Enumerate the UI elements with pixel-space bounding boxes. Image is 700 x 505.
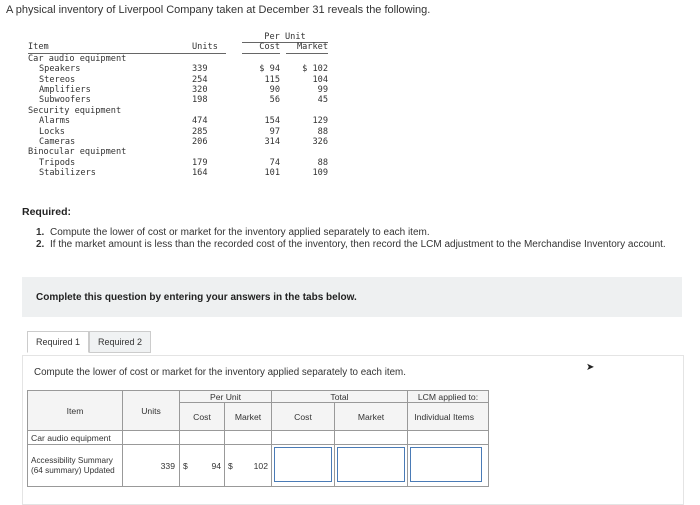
lcm-header-cost: Cost — [180, 403, 225, 431]
lcm-header-item: Item — [28, 391, 123, 431]
market-value: 326 — [312, 136, 328, 147]
lcm-total-cost-input[interactable] — [274, 447, 332, 482]
required-item — [36, 239, 676, 251]
market-value: 104 — [312, 74, 328, 85]
item-name: Speakers — [39, 64, 81, 75]
inventory-header-market: Market — [286, 42, 328, 53]
cost-value: 101 — [264, 168, 280, 179]
lcm-header-total: Total — [272, 391, 408, 403]
panel-instruction: Compute the lower of cost or market for the inventory applied separately to each item. — [34, 367, 406, 378]
units-value: 206 — [192, 136, 208, 147]
cost-value: 56 — [269, 95, 280, 106]
market-value: 45 — [317, 95, 328, 106]
cost-value: 90 — [269, 84, 280, 95]
market-value: 88 — [317, 126, 328, 137]
lcm-units-cell: 339 — [123, 445, 180, 487]
inventory-header-item: Item — [28, 42, 198, 53]
inventory-header-units: Units — [192, 42, 226, 53]
lcm-table — [27, 390, 489, 487]
cost-value: 97 — [269, 126, 280, 137]
required-item-number: 1. — [36, 227, 45, 238]
lcm-header-units: Units — [123, 391, 180, 431]
inventory-item-column — [28, 32, 198, 178]
units-value: 339 — [192, 64, 208, 75]
lcm-market-cell — [225, 445, 272, 487]
required-item-number: 2. — [36, 239, 45, 250]
market-value: $ 102 — [302, 64, 328, 75]
item-name: Stereos — [39, 74, 76, 85]
units-value: 285 — [192, 126, 208, 137]
units-value: 320 — [192, 84, 208, 95]
lcm-header-individual-items: Individual Items — [408, 403, 489, 431]
lcm-cost-cell — [180, 445, 225, 487]
item-name: Alarms — [39, 116, 71, 127]
inventory-market-column — [286, 42, 328, 178]
inventory-header-cost: Cost — [242, 42, 280, 53]
item-name: Tripods — [39, 157, 76, 168]
required-list — [36, 227, 676, 251]
lcm-market-dollar: $ — [228, 460, 233, 471]
lcm-total-cost-cell — [272, 445, 335, 487]
tab-required-1[interactable]: Required 1 — [27, 331, 89, 353]
lcm-cost-dollar: $ — [183, 460, 188, 471]
lcm-individual-items-cell — [408, 445, 489, 487]
lcm-group-label: Car audio equipment — [28, 431, 123, 445]
tab-required-2[interactable]: Required 2 — [89, 331, 151, 353]
tab-bar — [27, 331, 151, 353]
market-value: 129 — [312, 116, 328, 127]
lcm-header-per-unit: Per Unit — [180, 391, 272, 403]
inventory-cost-column — [242, 42, 280, 178]
units-value: 474 — [192, 116, 208, 127]
market-value: 109 — [312, 168, 328, 179]
units-value: 254 — [192, 74, 208, 85]
item-name: Stabilizers — [39, 168, 96, 179]
lcm-cost-value: 94 — [211, 460, 221, 471]
cost-value: 314 — [264, 136, 280, 147]
units-value: 198 — [192, 95, 208, 106]
item-name: Cameras — [39, 136, 76, 147]
required-item-text: Compute the lower of cost or market for the inventory applied separately to each item. — [50, 227, 430, 238]
lcm-total-market-input[interactable] — [337, 447, 405, 482]
lcm-header-total-cost: Cost — [272, 403, 335, 431]
required-title: Required: — [22, 206, 72, 218]
item-name: Subwoofers — [39, 95, 91, 106]
required-item-text: If the market amount is less than the recorded cost of the inventory, then record the LCM adjustment to the Merchandise Inventory account. — [50, 239, 666, 250]
intro-text: A physical inventory of Liverpool Company taken at December 31 reveals the following. — [6, 4, 431, 16]
required-item — [36, 227, 676, 239]
units-value: 179 — [192, 157, 208, 168]
mouse-cursor-icon: ➤ — [586, 362, 595, 373]
lcm-total-market-cell — [335, 445, 408, 487]
group-name: Binocular equipment — [28, 147, 127, 158]
lcm-individual-items-input[interactable] — [410, 447, 482, 482]
market-value: 99 — [317, 84, 328, 95]
group-name: Car audio equipment — [28, 53, 127, 64]
units-value: 164 — [192, 168, 208, 179]
complete-instruction: Complete this question by entering your answers in the tabs below. — [36, 292, 357, 303]
inventory-header-per-unit: Per Unit — [242, 32, 328, 43]
cost-value: 154 — [264, 116, 280, 127]
lcm-header-market: Market — [225, 403, 272, 431]
cost-value: 74 — [269, 157, 280, 168]
lcm-header-total-market: Market — [335, 403, 408, 431]
cost-value: 115 — [264, 74, 280, 85]
cost-value: $ 94 — [259, 64, 280, 75]
inventory-units-column — [192, 32, 226, 178]
lcm-header-lcm-applied: LCM applied to: — [408, 391, 489, 403]
market-value: 88 — [317, 157, 328, 168]
lcm-row-label: Accessibility Summary (64 summary) Updated — [28, 445, 123, 487]
item-name: Locks — [39, 126, 65, 137]
group-name: Security equipment — [28, 105, 122, 116]
item-name: Amplifiers — [39, 84, 91, 95]
lcm-market-value: 102 — [253, 460, 268, 471]
